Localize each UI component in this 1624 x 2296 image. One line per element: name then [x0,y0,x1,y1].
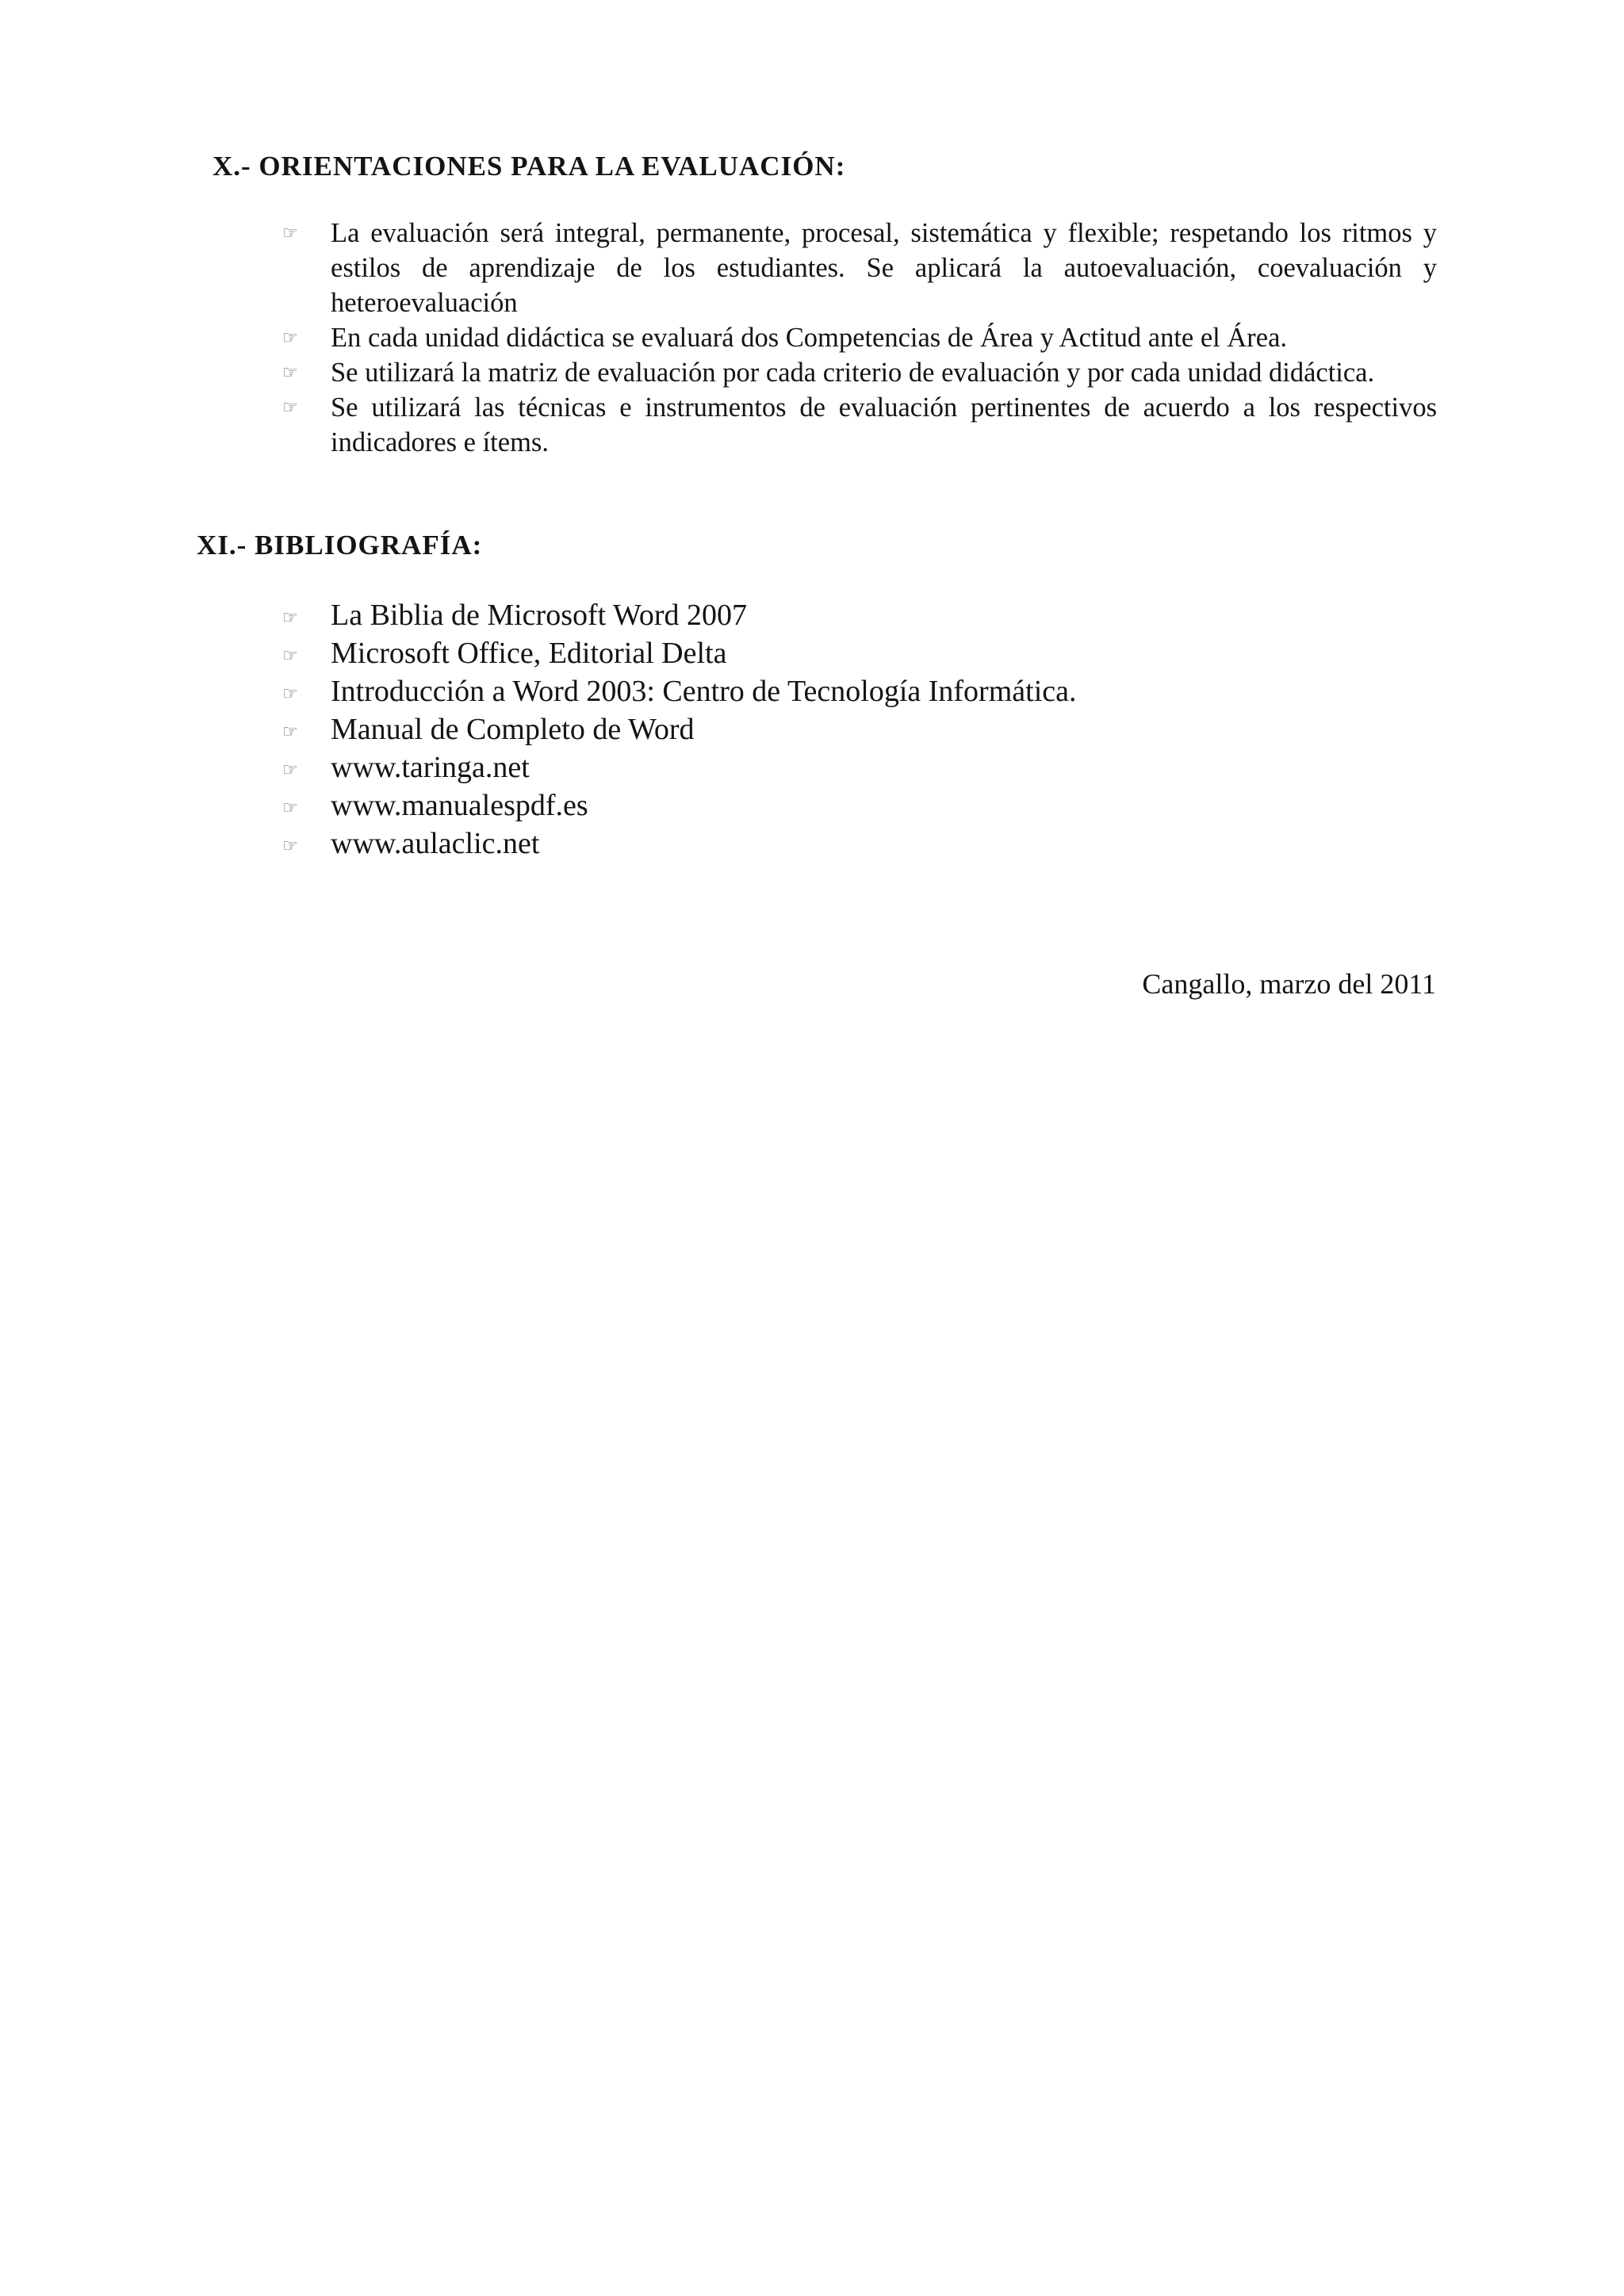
bibliography-list [0,596,1348,863]
pointing-hand-icon: ☞ [282,328,298,348]
list-item [0,748,1348,786]
pointing-hand-icon: ☞ [282,608,298,628]
pointing-hand-icon: ☞ [282,722,298,742]
place-date-signature: Cangallo, marzo del 2011 [1142,968,1436,1000]
list-item [0,320,1437,355]
pointing-hand-icon: ☞ [282,398,298,418]
bibliography-entry: www.manualespdf.es [331,789,588,822]
pointing-hand-icon: ☞ [282,224,298,243]
list-item [0,216,1437,320]
list-item-text: Se utilizará la matriz de evaluación por cada criterio de evaluación y por cada unidad didáctica. [331,358,1375,388]
pointing-hand-icon: ☞ [282,760,298,780]
evaluation-list [0,216,1437,460]
bibliography-entry: Manual de Completo de Word [331,713,695,746]
bibliography-entry: Introducción a Word 2003: Centro de Tecnología Informática. [331,675,1077,708]
list-item-text: La evaluación será integral, permanente, procesal, sistemática y flexible; respetando los ritmos y estilos de aprendizaje de los estudiantes. Se aplicará la autoevaluación, coevaluación y heteroevaluación [331,218,1437,318]
list-item [0,710,1348,748]
list-item [0,672,1348,710]
list-item-text: En cada unidad didáctica se evaluará dos Competencias de Área y Actitud ante el Área. [331,323,1288,353]
bibliography-entry: La Biblia de Microsoft Word 2007 [331,599,747,632]
pointing-hand-icon: ☞ [282,363,298,383]
section-heading-bibliography: XI.- BIBLIOGRAFÍA: [197,530,483,561]
pointing-hand-icon: ☞ [282,798,298,818]
bibliography-entry: Microsoft Office, Editorial Delta [331,637,727,670]
pointing-hand-icon: ☞ [282,836,298,856]
list-item-text: Se utilizará las técnicas e instrumentos de evaluación pertinentes de acuerdo a los respectivos indicadores e ítems. [331,392,1437,457]
list-item [0,825,1348,863]
list-item [0,596,1348,634]
pointing-hand-icon: ☞ [282,684,298,704]
section-heading-evaluation: X.- ORIENTACIONES PARA LA EVALUACIÓN: [213,151,846,182]
list-item [0,390,1437,460]
list-item [0,786,1348,825]
list-item [0,355,1437,390]
bibliography-entry: www.aulaclic.net [331,827,540,860]
pointing-hand-icon: ☞ [282,646,298,666]
list-item [0,634,1348,672]
bibliography-entry: www.taringa.net [331,751,530,784]
